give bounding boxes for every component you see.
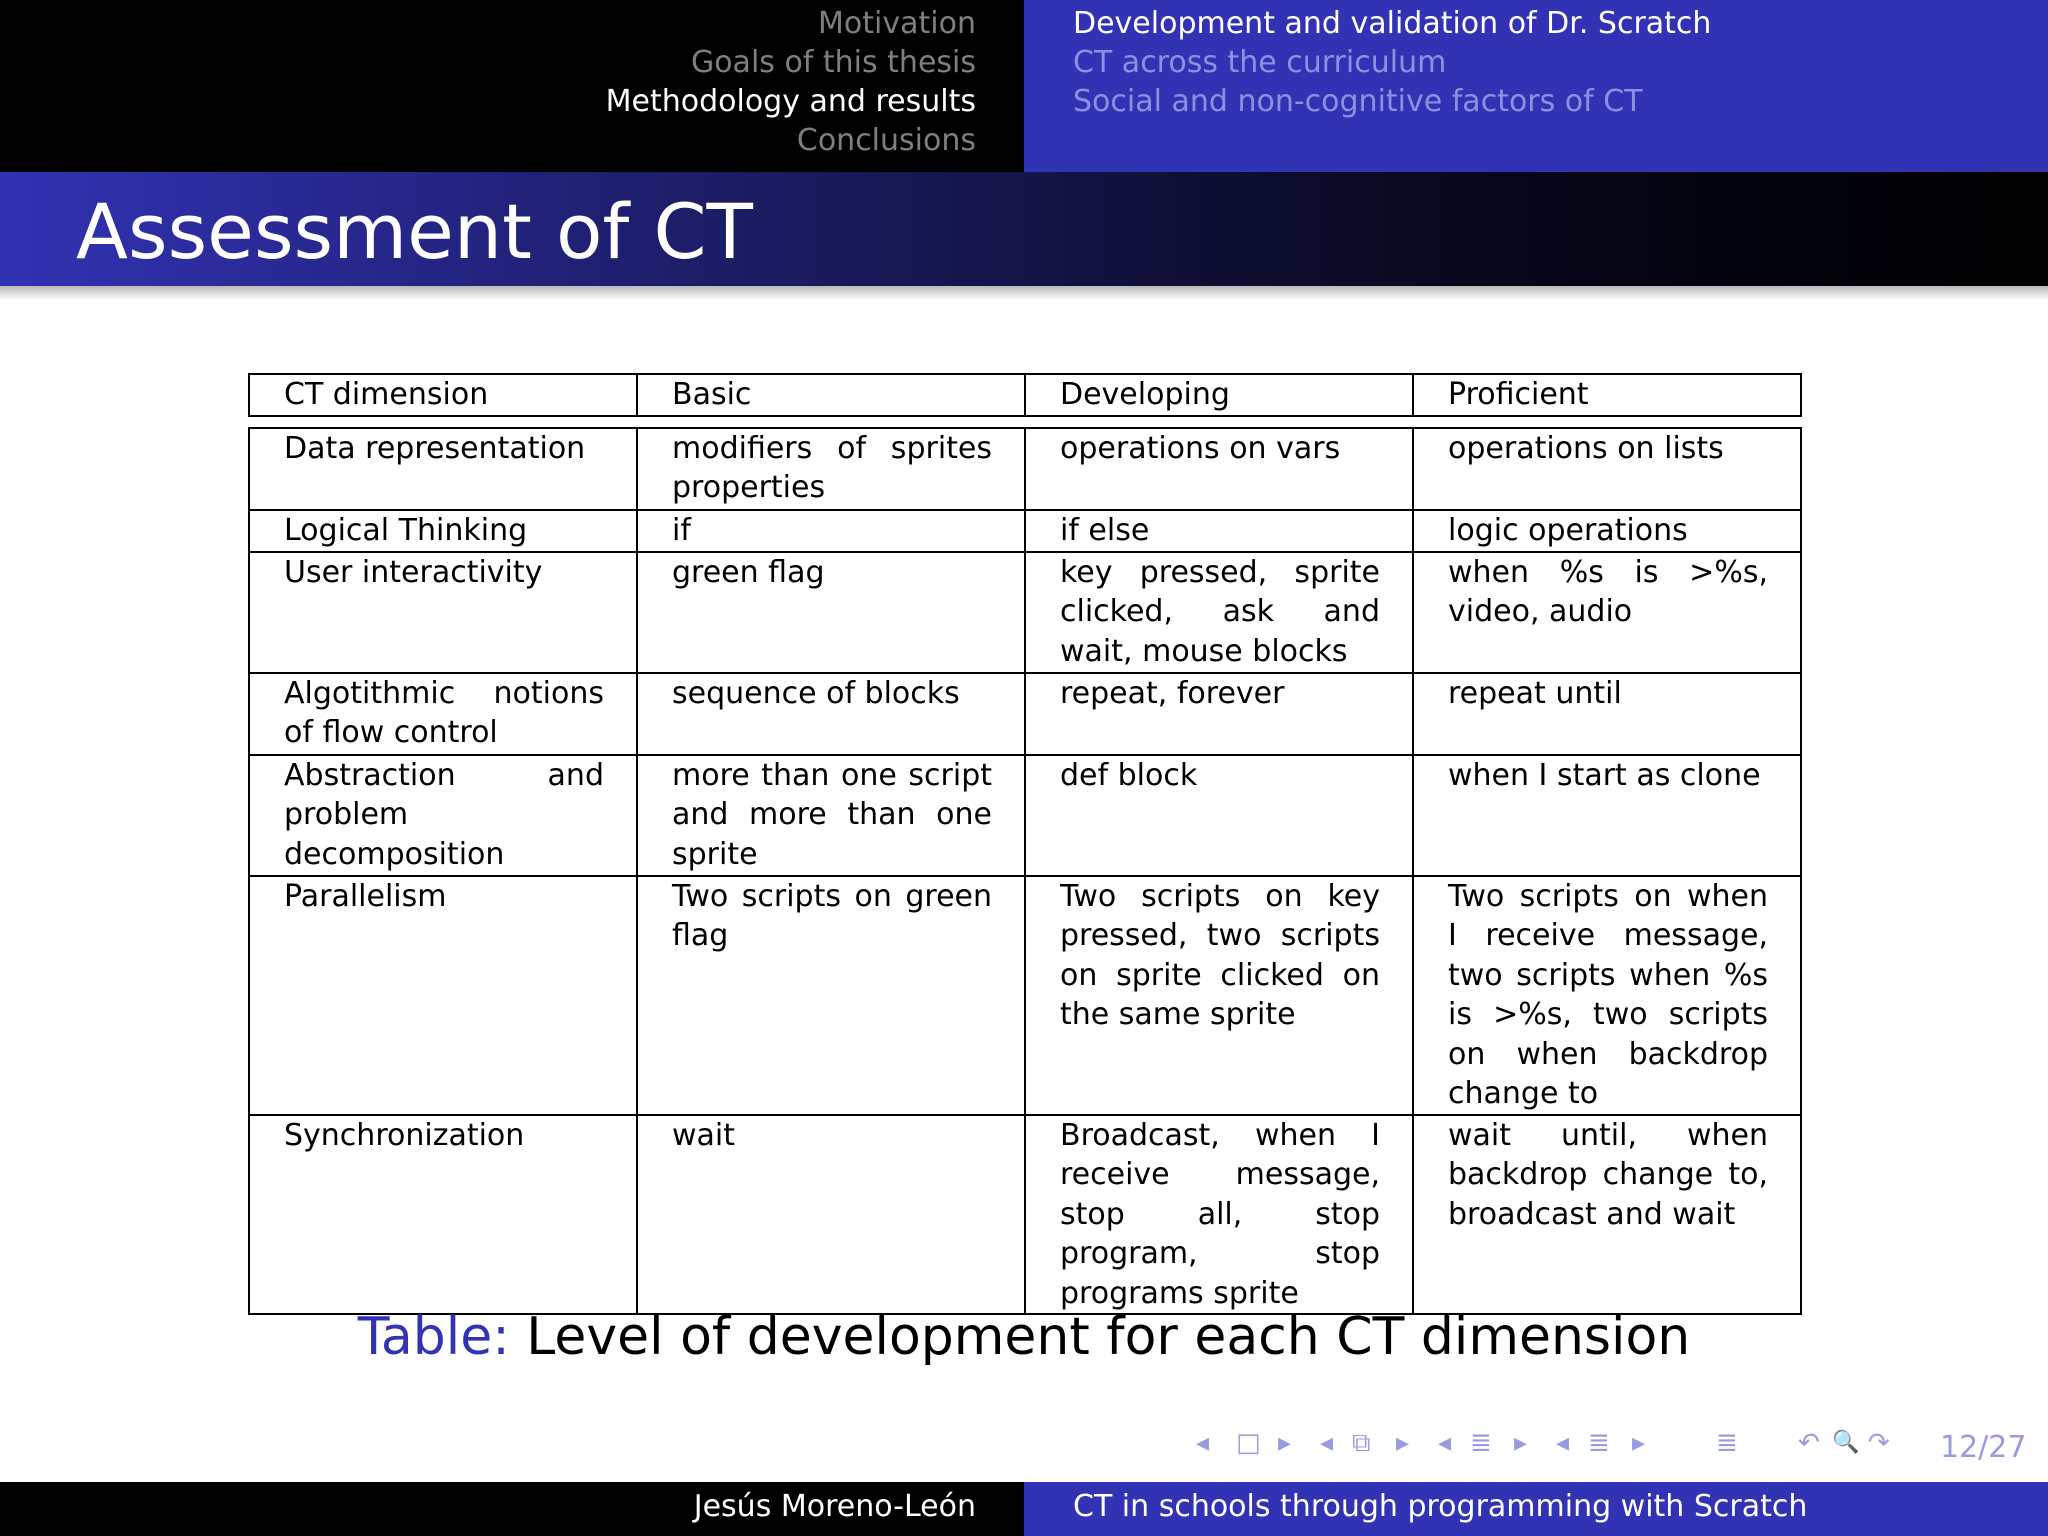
table-row xyxy=(249,1115,1801,1315)
table-cell: User interactivity xyxy=(249,552,637,673)
footer-author: Jesús Moreno-León xyxy=(693,1489,976,1524)
table-header-row xyxy=(249,374,1801,416)
table-cell: operations on vars xyxy=(1025,428,1413,510)
table-cell: Abstraction and problem decomposition xyxy=(249,755,637,876)
header-bar xyxy=(0,0,2048,172)
table-cell: Logical Thinking xyxy=(249,510,637,552)
table-cell: sequence of blocks xyxy=(637,673,1025,755)
table-cell: if else xyxy=(1025,510,1413,552)
frame-title: Assessment of CT xyxy=(76,187,753,276)
table-cell: Data representation xyxy=(249,428,637,510)
beamer-navigation-symbols xyxy=(1196,1424,2036,1464)
next-subsection-icon[interactable]: ▸ xyxy=(1396,1428,1410,1458)
table-cell: modifiers of sprites properties xyxy=(637,428,1025,510)
table-row xyxy=(249,510,1801,552)
table-header-cell: Developing xyxy=(1025,374,1413,416)
nav-section-conclusions[interactable]: Conclusions xyxy=(796,123,976,158)
document-icon[interactable]: ≣ xyxy=(1588,1428,1610,1458)
table-cell: operations on lists xyxy=(1413,428,1801,510)
section-navigation xyxy=(0,0,1024,172)
caption-label: Table: xyxy=(357,1307,510,1367)
table-cell: Two scripts on green flag xyxy=(637,876,1025,1115)
table-header-gap xyxy=(249,416,1801,428)
table-header-cell: Proficient xyxy=(1413,374,1801,416)
next-section-icon[interactable]: ▸ xyxy=(1514,1428,1528,1458)
frame-icon[interactable]: □ xyxy=(1236,1428,1261,1458)
table-caption xyxy=(0,1302,2048,1372)
table-cell: logic operations xyxy=(1413,510,1801,552)
appendix-icon[interactable]: ≣ xyxy=(1716,1428,1738,1458)
table-cell: when %s is >%s, video, audio xyxy=(1413,552,1801,673)
table-row xyxy=(249,673,1801,755)
table-cell: Algotithmic notions of flow control xyxy=(249,673,637,755)
table-header-cell: CT dimension xyxy=(249,374,637,416)
table-cell: if xyxy=(637,510,1025,552)
table-cell: more than one script and more than one sprite xyxy=(637,755,1025,876)
table-cell: Parallelism xyxy=(249,876,637,1115)
nav-section-methodology[interactable]: Methodology and results xyxy=(605,84,976,119)
nav-section-goals[interactable]: Goals of this thesis xyxy=(690,45,976,80)
footer-title: CT in schools through programming with Scratch xyxy=(1073,1489,1808,1524)
nav-subsection-social[interactable]: Social and non-cognitive factors of CT xyxy=(1073,84,1643,119)
nav-subsection-curriculum[interactable]: CT across the curriculum xyxy=(1073,45,1447,80)
table-cell: key pressed, sprite clicked, ask and wait, mouse blocks xyxy=(1025,552,1413,673)
table-row xyxy=(249,552,1801,673)
table-cell: repeat until xyxy=(1413,673,1801,755)
caption-text: Level of development for each CT dimension xyxy=(526,1307,1691,1367)
next-document-icon[interactable]: ▸ xyxy=(1632,1428,1646,1458)
table-cell: def block xyxy=(1025,755,1413,876)
search-icon[interactable]: 🔍 xyxy=(1832,1430,1860,1455)
nav-section-motivation[interactable]: Motivation xyxy=(818,6,976,41)
next-frame-icon[interactable]: ▸ xyxy=(1278,1428,1292,1458)
prev-subsection-icon[interactable]: ◂ xyxy=(1320,1428,1334,1458)
subsection-icon[interactable]: ⧉ xyxy=(1352,1428,1371,1458)
section-icon[interactable]: ≣ xyxy=(1470,1428,1492,1458)
table-cell: Broadcast, when I receive message, stop all, stop program, stop programs sprite xyxy=(1025,1115,1413,1315)
table-row xyxy=(249,428,1801,510)
ct-levels-table xyxy=(248,373,1802,1315)
prev-frame-icon[interactable]: ◂ xyxy=(1196,1428,1210,1458)
prev-section-icon[interactable]: ◂ xyxy=(1438,1428,1452,1458)
table-cell: green flag xyxy=(637,552,1025,673)
forward-icon[interactable]: ↷ xyxy=(1868,1428,1890,1458)
table-cell: Two scripts on when I receive message, two scripts when %s is >%s, two scripts on when backdrop change to xyxy=(1413,876,1801,1115)
table-cell: repeat, forever xyxy=(1025,673,1413,755)
back-icon[interactable]: ↶ xyxy=(1798,1428,1820,1458)
subsection-navigation xyxy=(1024,0,2048,172)
nav-subsection-dr-scratch[interactable]: Development and validation of Dr. Scratch xyxy=(1073,6,1712,41)
table-header-cell: Basic xyxy=(637,374,1025,416)
table-cell: wait xyxy=(637,1115,1025,1315)
page-number: 12/27 xyxy=(1940,1430,2027,1465)
table-cell: Two scripts on key pressed, two scripts on sprite clicked on the same sprite xyxy=(1025,876,1413,1115)
prev-document-icon[interactable]: ◂ xyxy=(1556,1428,1570,1458)
footer-title-box xyxy=(1024,1482,2048,1536)
table-row xyxy=(249,876,1801,1115)
table-cell: Synchronization xyxy=(249,1115,637,1315)
table-cell: when I start as clone xyxy=(1413,755,1801,876)
table-row xyxy=(249,755,1801,876)
title-bar-shadow xyxy=(0,286,2048,300)
footer-author-box xyxy=(0,1482,1024,1536)
table-cell: wait until, when backdrop change to, broadcast and wait xyxy=(1413,1115,1801,1315)
